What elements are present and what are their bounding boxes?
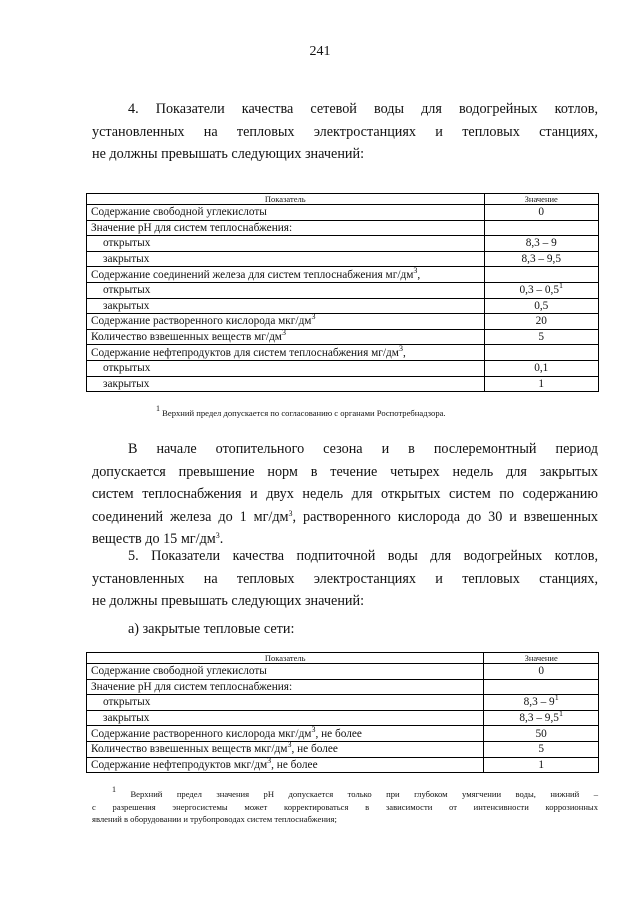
heating-line-2: допускается превышение норм в течение четырех недель для закрытых <box>92 463 598 480</box>
indicator-cell: открытых <box>87 695 484 711</box>
table-row <box>87 267 599 283</box>
indicator-cell: открытых <box>87 282 485 298</box>
subheading-closed-networks: а) закрытые тепловые сети: <box>128 621 295 637</box>
header-indicator: Показатель <box>87 194 485 205</box>
indicator-cell: открытых <box>87 236 485 252</box>
table-row <box>87 282 599 298</box>
table-row <box>87 679 599 695</box>
value-cell: 0,1 <box>484 360 599 376</box>
header-indicator: Показатель <box>87 653 484 664</box>
table-row <box>87 220 599 236</box>
table-row <box>87 345 599 361</box>
value-cell: 1 <box>484 376 599 392</box>
heating-line-1: В начале отопительного сезона и в послеремонтный период <box>128 441 598 457</box>
value-cell: 5 <box>484 741 599 757</box>
value-cell: 20 <box>484 314 599 330</box>
table-header-row <box>87 653 599 664</box>
section-4-line-3: не должны превышать следующих значений: <box>92 146 365 162</box>
table-row <box>87 757 599 773</box>
heating-season-paragraph <box>92 438 598 551</box>
network-water-quality-table <box>86 193 599 392</box>
table2-footnote-line-3: явлений в оборудовании и трубопроводах систем теплоснабжения; <box>92 814 337 824</box>
value-cell: 8,3 – 9,5 <box>484 251 599 267</box>
indicator-cell: Содержание свободной углекислоты <box>87 664 484 680</box>
value-cell: 0,5 <box>484 298 599 314</box>
header-value: Значение <box>484 194 599 205</box>
table2-footnote <box>92 785 598 826</box>
value-cell: 0 <box>484 664 599 680</box>
table-row <box>87 360 599 376</box>
indicator-cell: закрытых <box>87 298 485 314</box>
indicator-cell: Содержание нефтепродуктов мкг/$дм^3$, не более <box>87 757 484 773</box>
value-cell: $8,3 - 9,5^1$ <box>484 710 599 726</box>
indicator-cell: открытых <box>87 360 485 376</box>
header-value: Значение <box>484 653 599 664</box>
indicator-cell: Значение pH для систем теплоснабжения: <box>87 220 485 236</box>
heating-line-3: систем теплоснабжения и двух недель для открытых систем по содержанию <box>92 486 598 502</box>
heating-line-4: соединений железа до 1 $мг/дм^3$, растворенного кислорода до 30 и взвешенных <box>92 508 599 525</box>
page-number: 241 <box>309 44 331 59</box>
table-row <box>87 298 599 314</box>
value-cell: $8,3 - 9^1$ <box>484 695 599 711</box>
value-cell <box>484 345 599 361</box>
value-cell <box>484 679 599 695</box>
table2-footnote-line-1: $^1$ Верхний предел значения pH допускается только при глубоком умягчении воды, нижний – <box>112 785 598 799</box>
indicator-cell: закрытых <box>87 251 485 267</box>
table-header-row <box>87 194 599 205</box>
indicator-cell: Содержание растворенного кислорода мкг/$дм^3$, не более <box>87 726 484 742</box>
indicator-cell: Значение pH для систем теплоснабжения: <box>87 679 484 695</box>
indicator-cell: Содержание соединений железа для систем теплоснабжения $мг/дм^3$, <box>87 267 485 283</box>
indicator-cell: Содержание нефтепродуктов для систем теплоснабжения $мг/дм^3$, <box>87 345 485 361</box>
indicator-cell: Количество взвешенных веществ мкг/$дм^3$, не более <box>87 741 484 757</box>
table-row <box>87 710 599 726</box>
value-cell: 1 <box>484 757 599 773</box>
value-cell: 50 <box>484 726 599 742</box>
value-cell: 5 <box>484 329 599 345</box>
table-row <box>87 314 599 330</box>
footnote-mark: 1 <box>156 404 160 413</box>
indicator-cell: Содержание растворенного кислорода мкг/$дм^3$ <box>87 314 485 330</box>
section-5-line-3: не должны превышать следующих значений: <box>92 593 365 609</box>
table-row <box>87 251 599 267</box>
value-cell <box>484 267 599 283</box>
table-row <box>87 664 599 680</box>
indicator-cell: закрытых <box>87 710 484 726</box>
heating-line-5: веществ до 15 $мг/дм^3$. <box>92 531 224 547</box>
value-cell: 8,3 – 9 <box>484 236 599 252</box>
value-cell: $0,3 - 0,5^1$ <box>484 282 599 298</box>
footnote-text: Верхний предел допускается по согласованию с органами Роспотребнадзора. <box>162 408 446 418</box>
table2-footnote-line-2: с разрешения энергосистемы может корректироваться в зависимости от интенсивности коррозионных <box>92 801 598 812</box>
section-4-intro <box>92 98 598 166</box>
section-5-line-1: 5. Показатели качества подпиточной воды для водогрейных котлов, <box>128 548 598 564</box>
table-row <box>87 695 599 711</box>
makeup-water-quality-table <box>86 652 599 773</box>
table-row <box>87 205 599 221</box>
section-4-line-1: 4. Показатели качества сетевой воды для водогрейных котлов, <box>128 101 598 117</box>
section-5-line-2: установленных на тепловых электростанциях и тепловых станциях, <box>92 570 598 587</box>
indicator-cell: Содержание свободной углекислоты <box>87 205 485 221</box>
indicator-cell: закрытых <box>87 376 485 392</box>
value-cell <box>484 220 599 236</box>
table1-footnote <box>156 404 446 419</box>
table-row <box>87 236 599 252</box>
indicator-cell: Количество взвешенных веществ $мг/дм^3$ <box>87 329 485 345</box>
table-row <box>87 329 599 345</box>
section-5-intro <box>92 545 598 613</box>
section-4-line-2: установленных на тепловых электростанциях и тепловых станциях, <box>92 123 598 140</box>
table-row <box>87 741 599 757</box>
table-row <box>87 726 599 742</box>
table-row <box>87 376 599 392</box>
value-cell: 0 <box>484 205 599 221</box>
